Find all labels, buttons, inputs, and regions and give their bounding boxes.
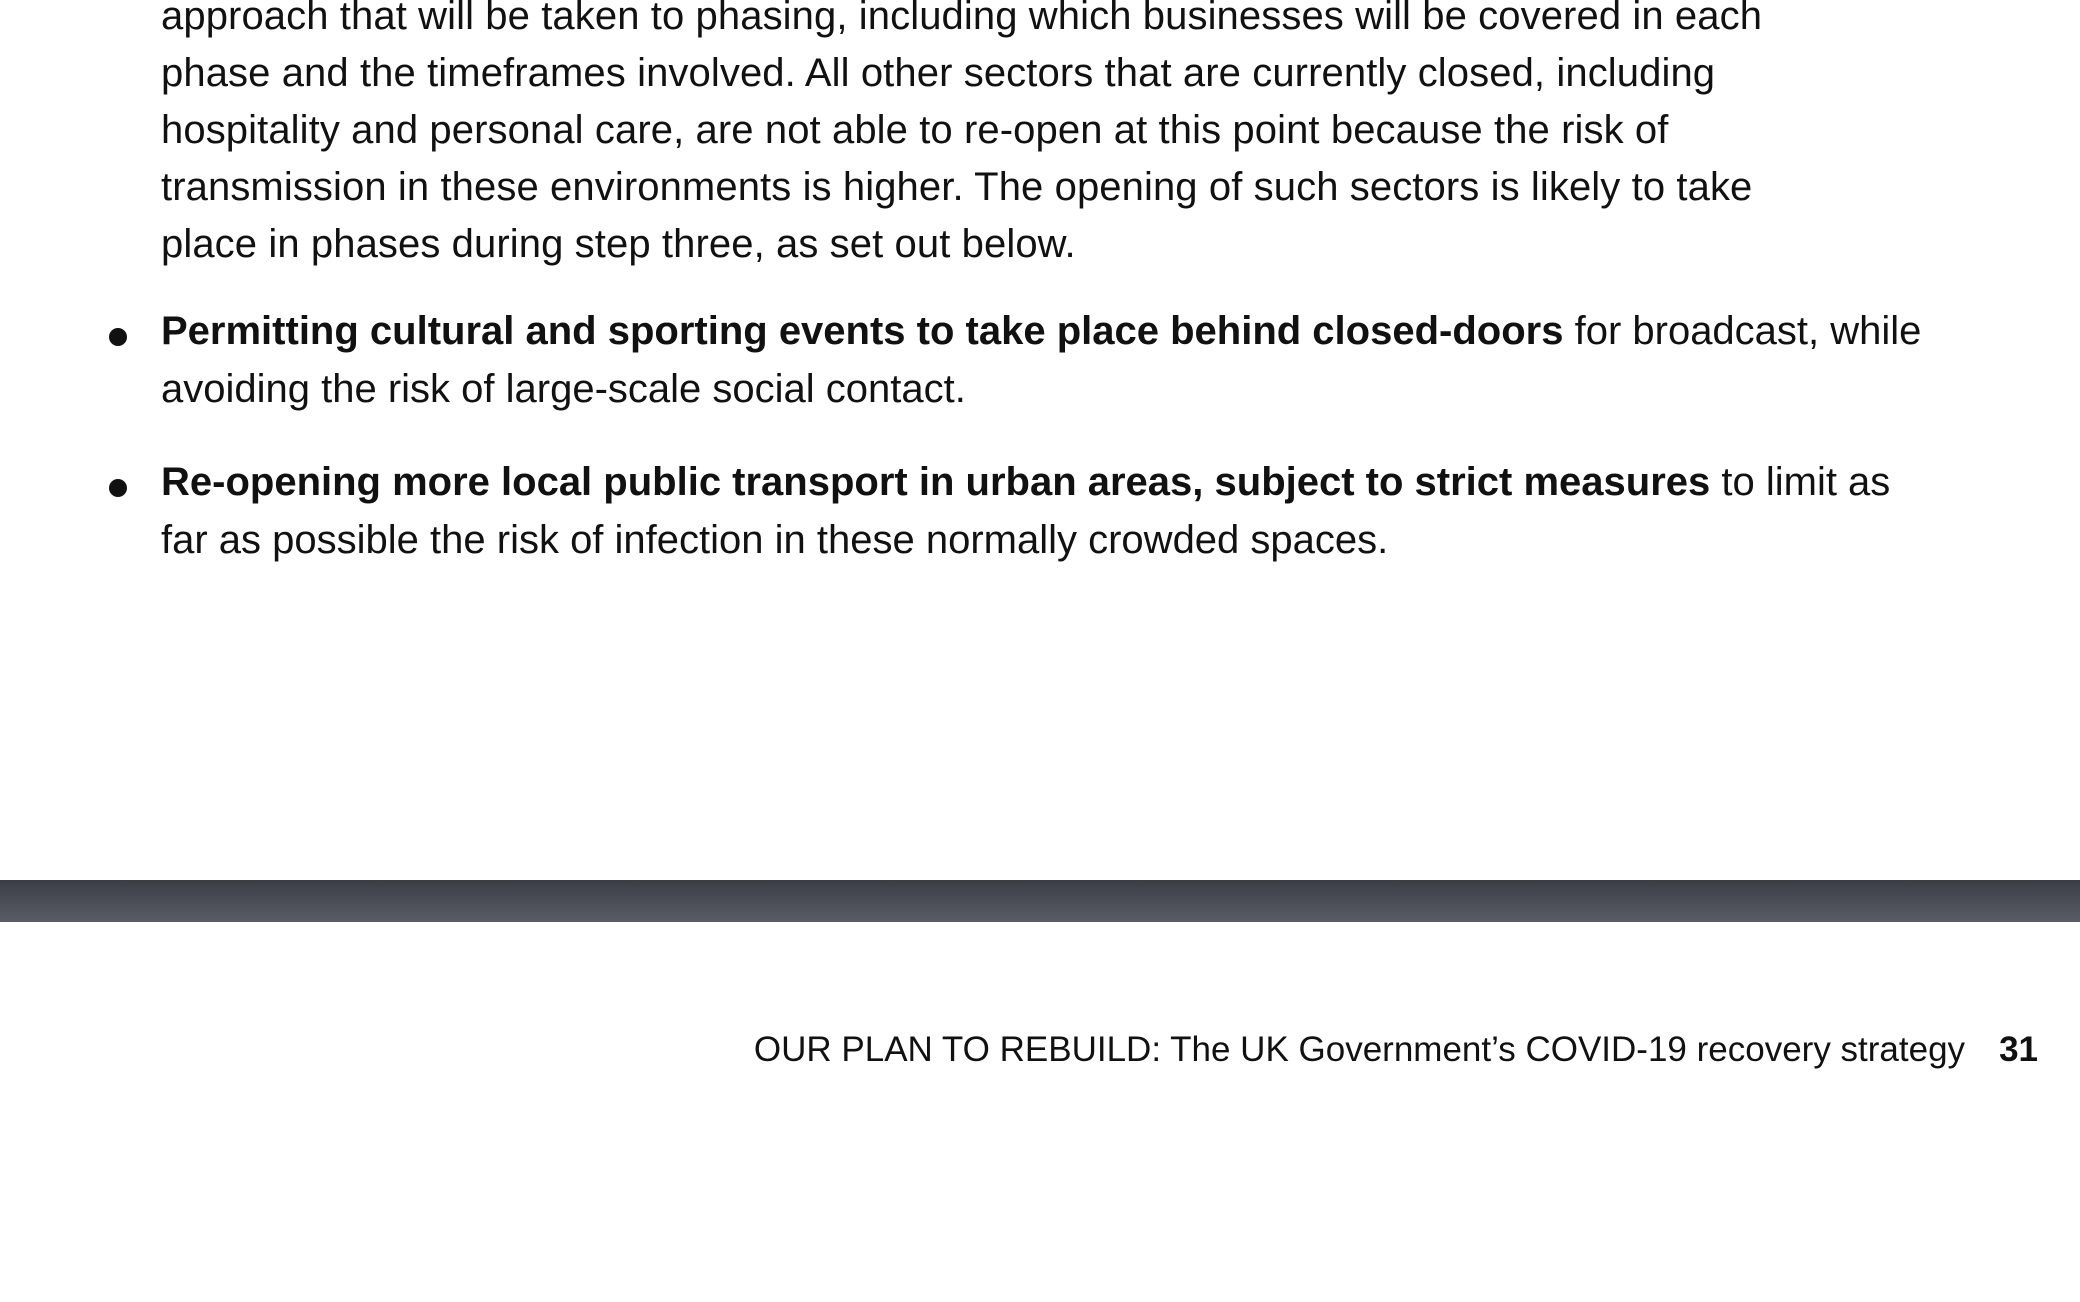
page-break-divider [0,880,2080,922]
bullet-dot-icon [109,328,127,346]
page-footer [754,1028,2038,1072]
bullet-bold-text: Permitting cultural and sporting events to take place behind closed-doors [161,309,1564,353]
bullet-bold-text: Re-opening more local public transport in urban areas, subject to strict measures [161,460,1711,504]
bullet-list [0,302,2080,604]
bullet-rest-text: for broadcast, while avoiding the risk of large-scale social contact. [161,309,1922,411]
footer-title: OUR PLAN TO REBUILD: The UK Government’s COVID-19 recovery strategy [753,1030,1966,1069]
bullet-item-public-transport [0,453,1941,569]
bullet-item-cultural-events [0,302,1941,418]
paragraph-line: transmission in these environments is higher. The opening of such sectors is likely to take [161,165,1753,209]
paragraph-line: phase and the timeframes involved. All other sectors that are currently closed, including [161,51,1716,95]
continuation-paragraph [161,0,1961,273]
page-number: 31 [1999,1030,2038,1069]
paragraph-line: hospitality and personal care, are not able to re-open at this point because the risk of [161,108,1669,152]
paragraph-line: approach that will be taken to phasing, including which businesses will be covered in each [161,0,1763,38]
bullet-dot-icon [109,479,127,497]
bullet-rest-text: to limit as far as possible the risk of infection in these normally crowded spaces. [161,460,1891,562]
paragraph-line: place in phases during step three, as set out below. [161,222,1076,266]
bullet-text [161,460,1890,562]
bullet-text [161,309,1921,411]
